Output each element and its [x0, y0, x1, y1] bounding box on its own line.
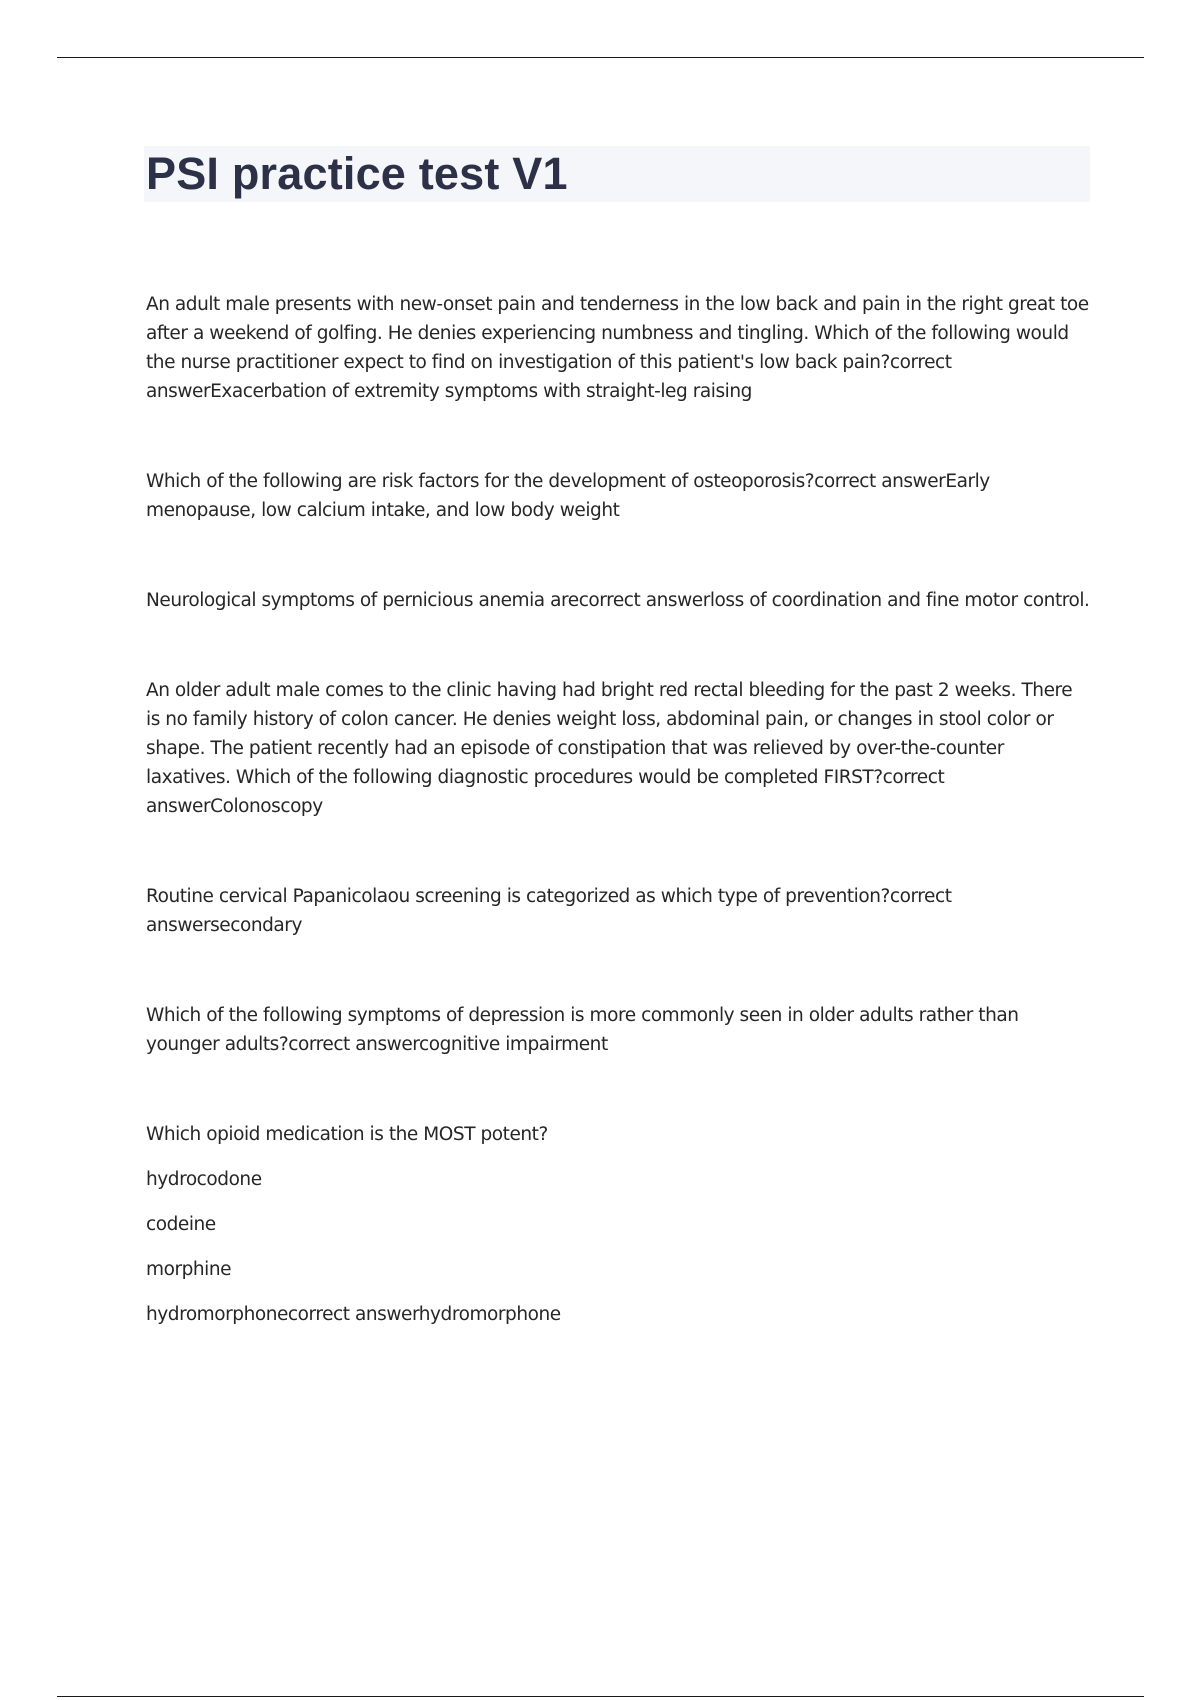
option-codeine: codeine [146, 1214, 216, 1235]
option-morphine: morphine [146, 1259, 232, 1280]
question-7-stem: Which opioid medication is the MOST potent? [146, 1124, 548, 1145]
bottom-rule [57, 1696, 1144, 1697]
question-3: Neurological symptoms of pernicious anemia arecorrect answerloss of coordination and fine motor control. [146, 590, 1090, 611]
question-5: Routine cervical Papanicolaou screening is categorized as which type of prevention?correct answersecondary [146, 886, 952, 936]
document-body [146, 290, 1091, 1329]
question-4: An older adult male comes to the clinic having had bright red rectal bleeding for the past 2 weeks. There is no family history of colon cancer. He denies weight loss, abdominal pain, or changes in stool color or shape. The patient recently had an episode of constipation that was relieved by over-the-counter laxatives. Which of the following diagnostic procedures would be completed FIRST?correct answerColonoscopy [146, 680, 1073, 817]
document-title: PSI practice test V1 [146, 148, 568, 199]
question-6: Which of the following symptoms of depression is more commonly seen in older adults rather than younger adults?correct answercognitive impairment [146, 1005, 1019, 1055]
top-rule [57, 57, 1144, 58]
option-hydromorphone-answer: hydromorphonecorrect answerhydromorphone [146, 1304, 561, 1325]
question-2: Which of the following are risk factors for the development of osteoporosis?correct answerEarly menopause, low calcium intake, and low body weight [146, 471, 990, 521]
option-hydrocodone: hydrocodone [146, 1169, 262, 1190]
question-1: An adult male presents with new-onset pain and tenderness in the low back and pain in the right great toe after a weekend of golfing. He denies experiencing numbness and tingling. Which of the following would the nurse practitioner expect to find on investigation of this patient's low back pain?correct answerExacerbation of extremity symptoms with straight-leg raising [146, 294, 1089, 402]
question-7 [146, 1120, 1091, 1329]
